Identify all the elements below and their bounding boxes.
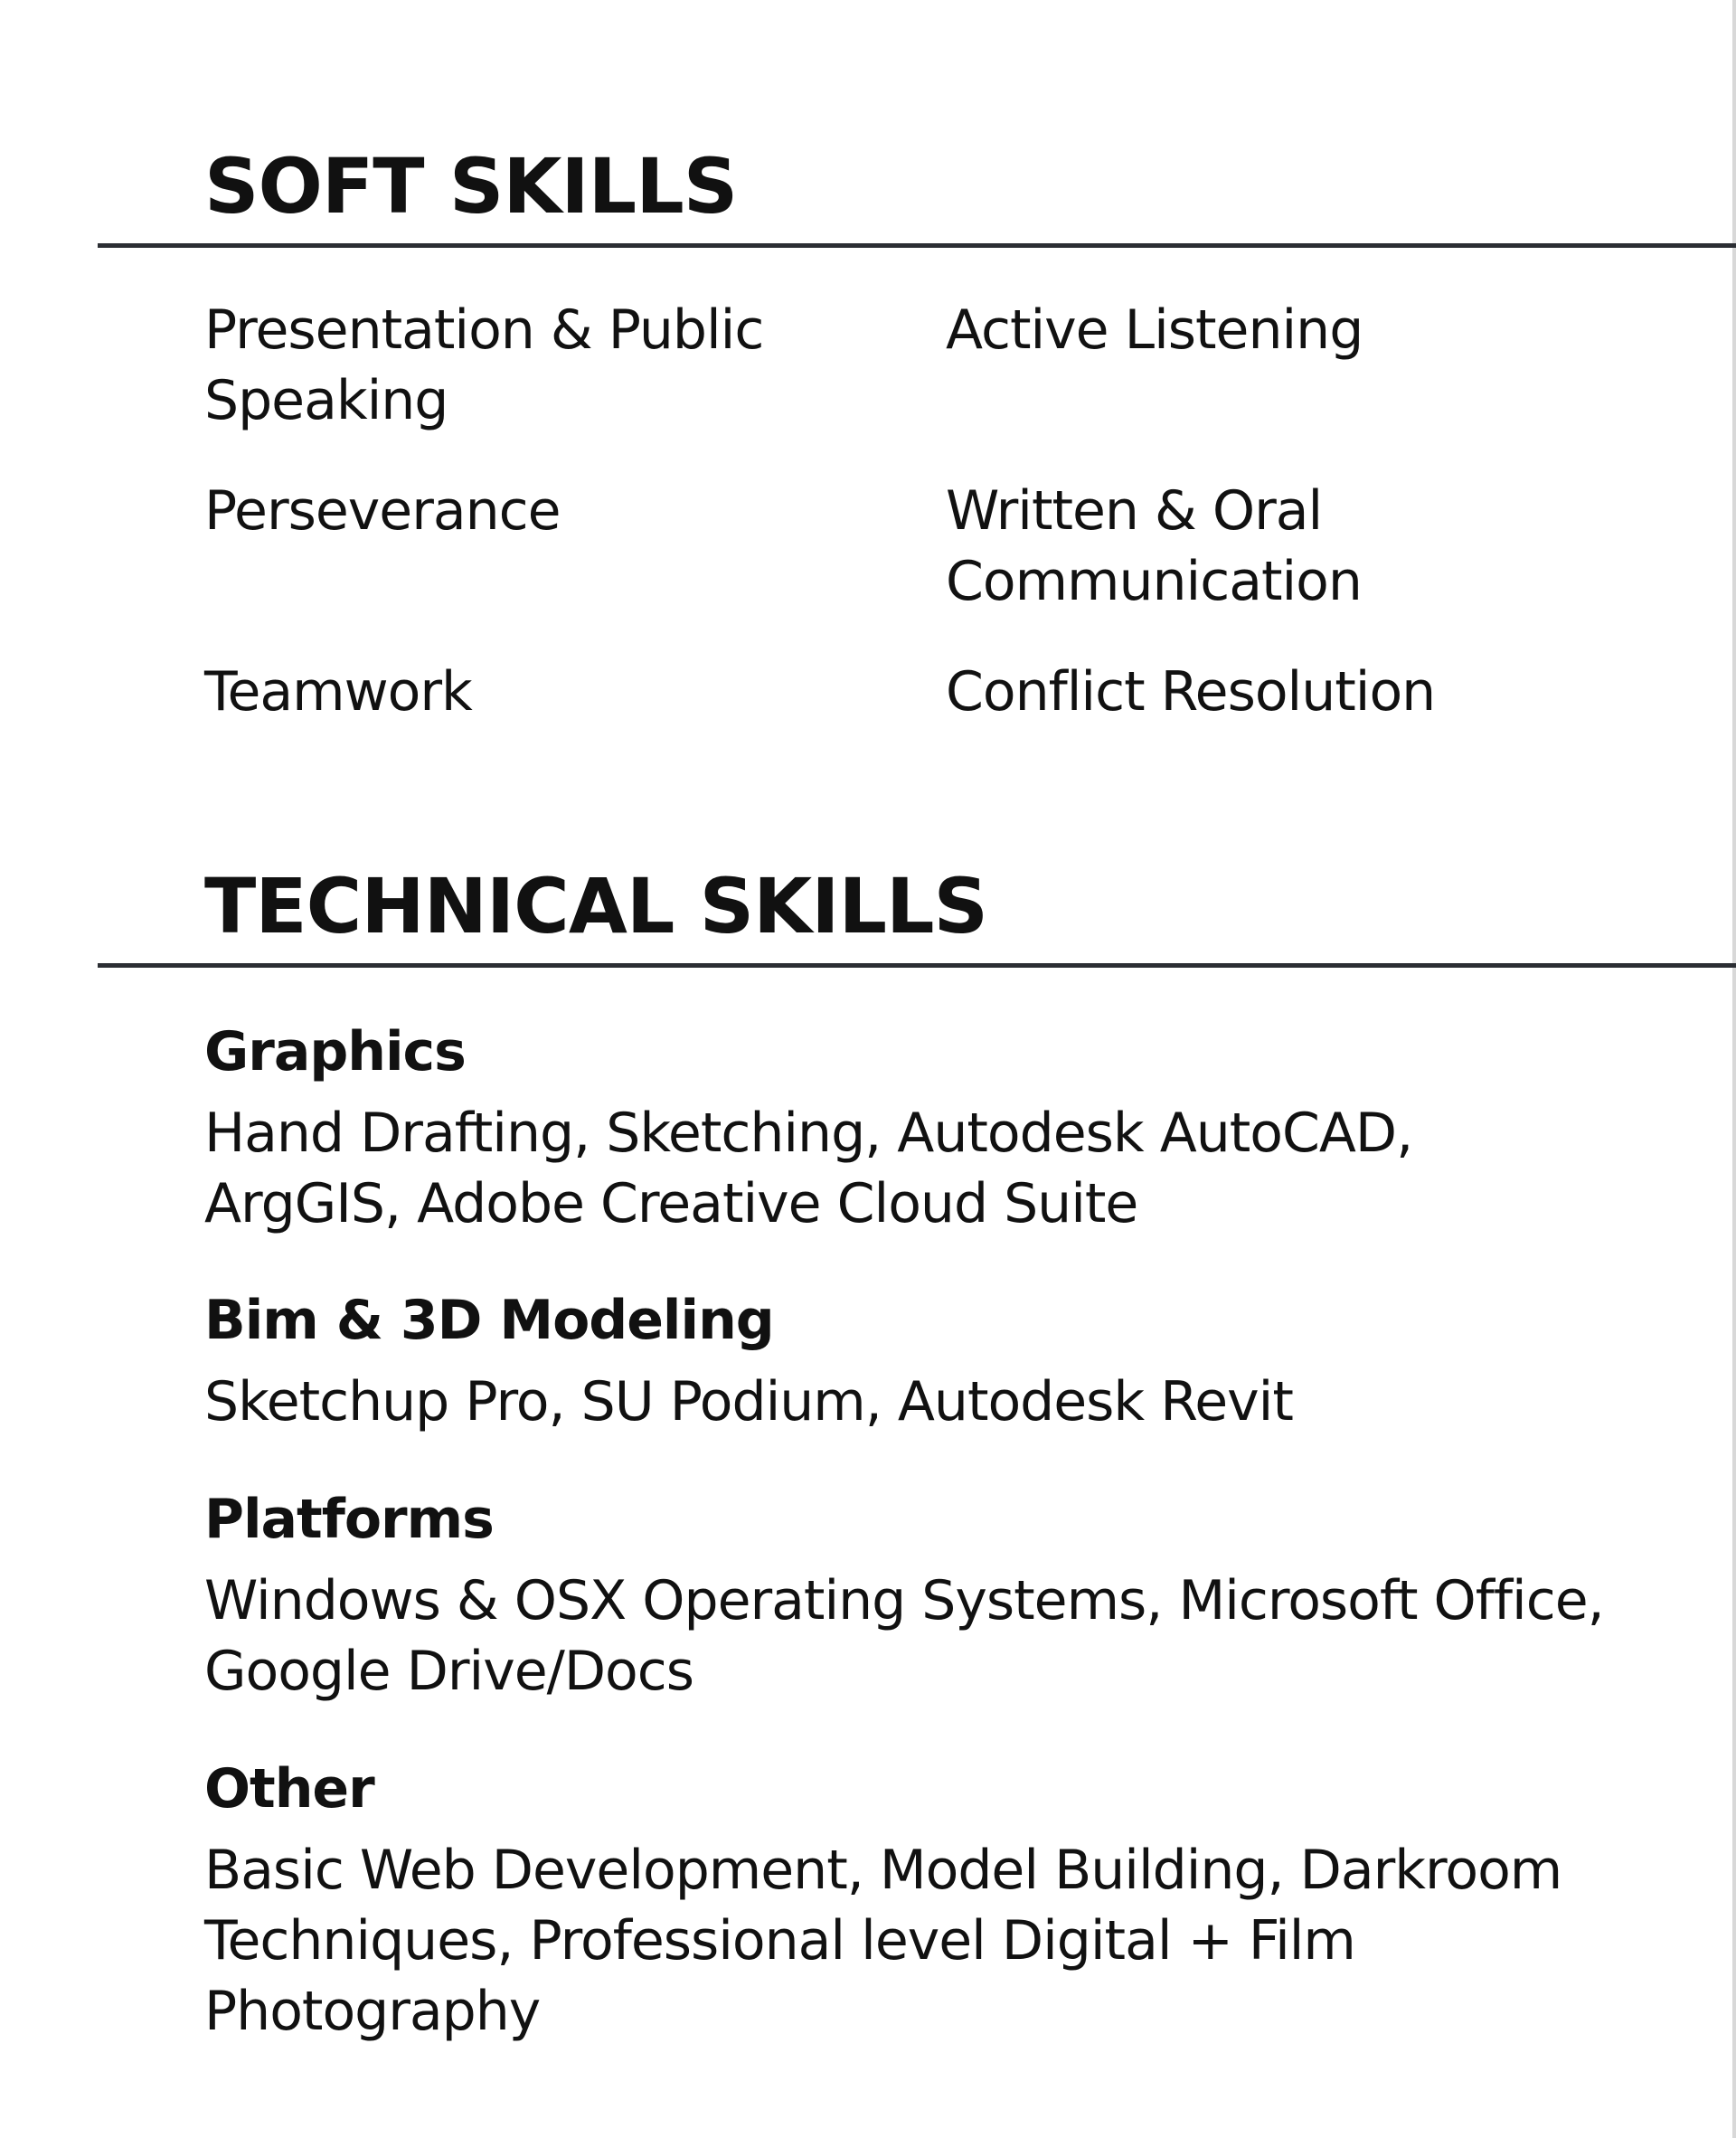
technical-skills-divider bbox=[98, 963, 1736, 968]
technical-skill-group bbox=[204, 1754, 1615, 2047]
soft-skill-item: Conflict Resolution bbox=[946, 660, 1436, 724]
page-edge bbox=[1732, 0, 1736, 2138]
technical-skill-group bbox=[204, 1484, 1615, 1707]
technical-skill-heading: Other bbox=[204, 1757, 374, 1821]
technical-skill-text: Hand Drafting, Sketching, Autodesk AutoCAD, ArgGIS, Adobe Creative Cloud Suite bbox=[204, 1102, 1413, 1235]
technical-skill-heading: Bim & 3D Modeling bbox=[204, 1289, 774, 1352]
soft-skills-title: SOFT SKILLS bbox=[204, 142, 738, 231]
technical-skill-group bbox=[204, 1285, 1615, 1437]
soft-skill-item: Presentation & Public Speaking bbox=[204, 298, 764, 432]
technical-skill-text: Sketchup Pro, SU Podium, Autodesk Revit bbox=[204, 1370, 1293, 1433]
soft-skill-item: Active Listening bbox=[946, 298, 1363, 362]
soft-skills-divider bbox=[98, 243, 1736, 248]
soft-skill-item: Perseverance bbox=[204, 479, 561, 543]
soft-skill-item: Written & Oral Communication bbox=[946, 479, 1362, 613]
technical-skill-text: Windows & OSX Operating Systems, Microsoft Office, Google Drive/Docs bbox=[204, 1569, 1604, 1703]
technical-skill-heading: Graphics bbox=[204, 1020, 466, 1083]
technical-skill-heading: Platforms bbox=[204, 1488, 494, 1551]
technical-skill-text: Basic Web Development, Model Building, Darkroom Techniques, Professional level Digital + Film Photography bbox=[204, 1839, 1562, 2043]
soft-skill-item: Teamwork bbox=[204, 660, 472, 724]
technical-skill-group bbox=[204, 1017, 1615, 1239]
technical-skills-title: TECHNICAL SKILLS bbox=[204, 862, 987, 951]
